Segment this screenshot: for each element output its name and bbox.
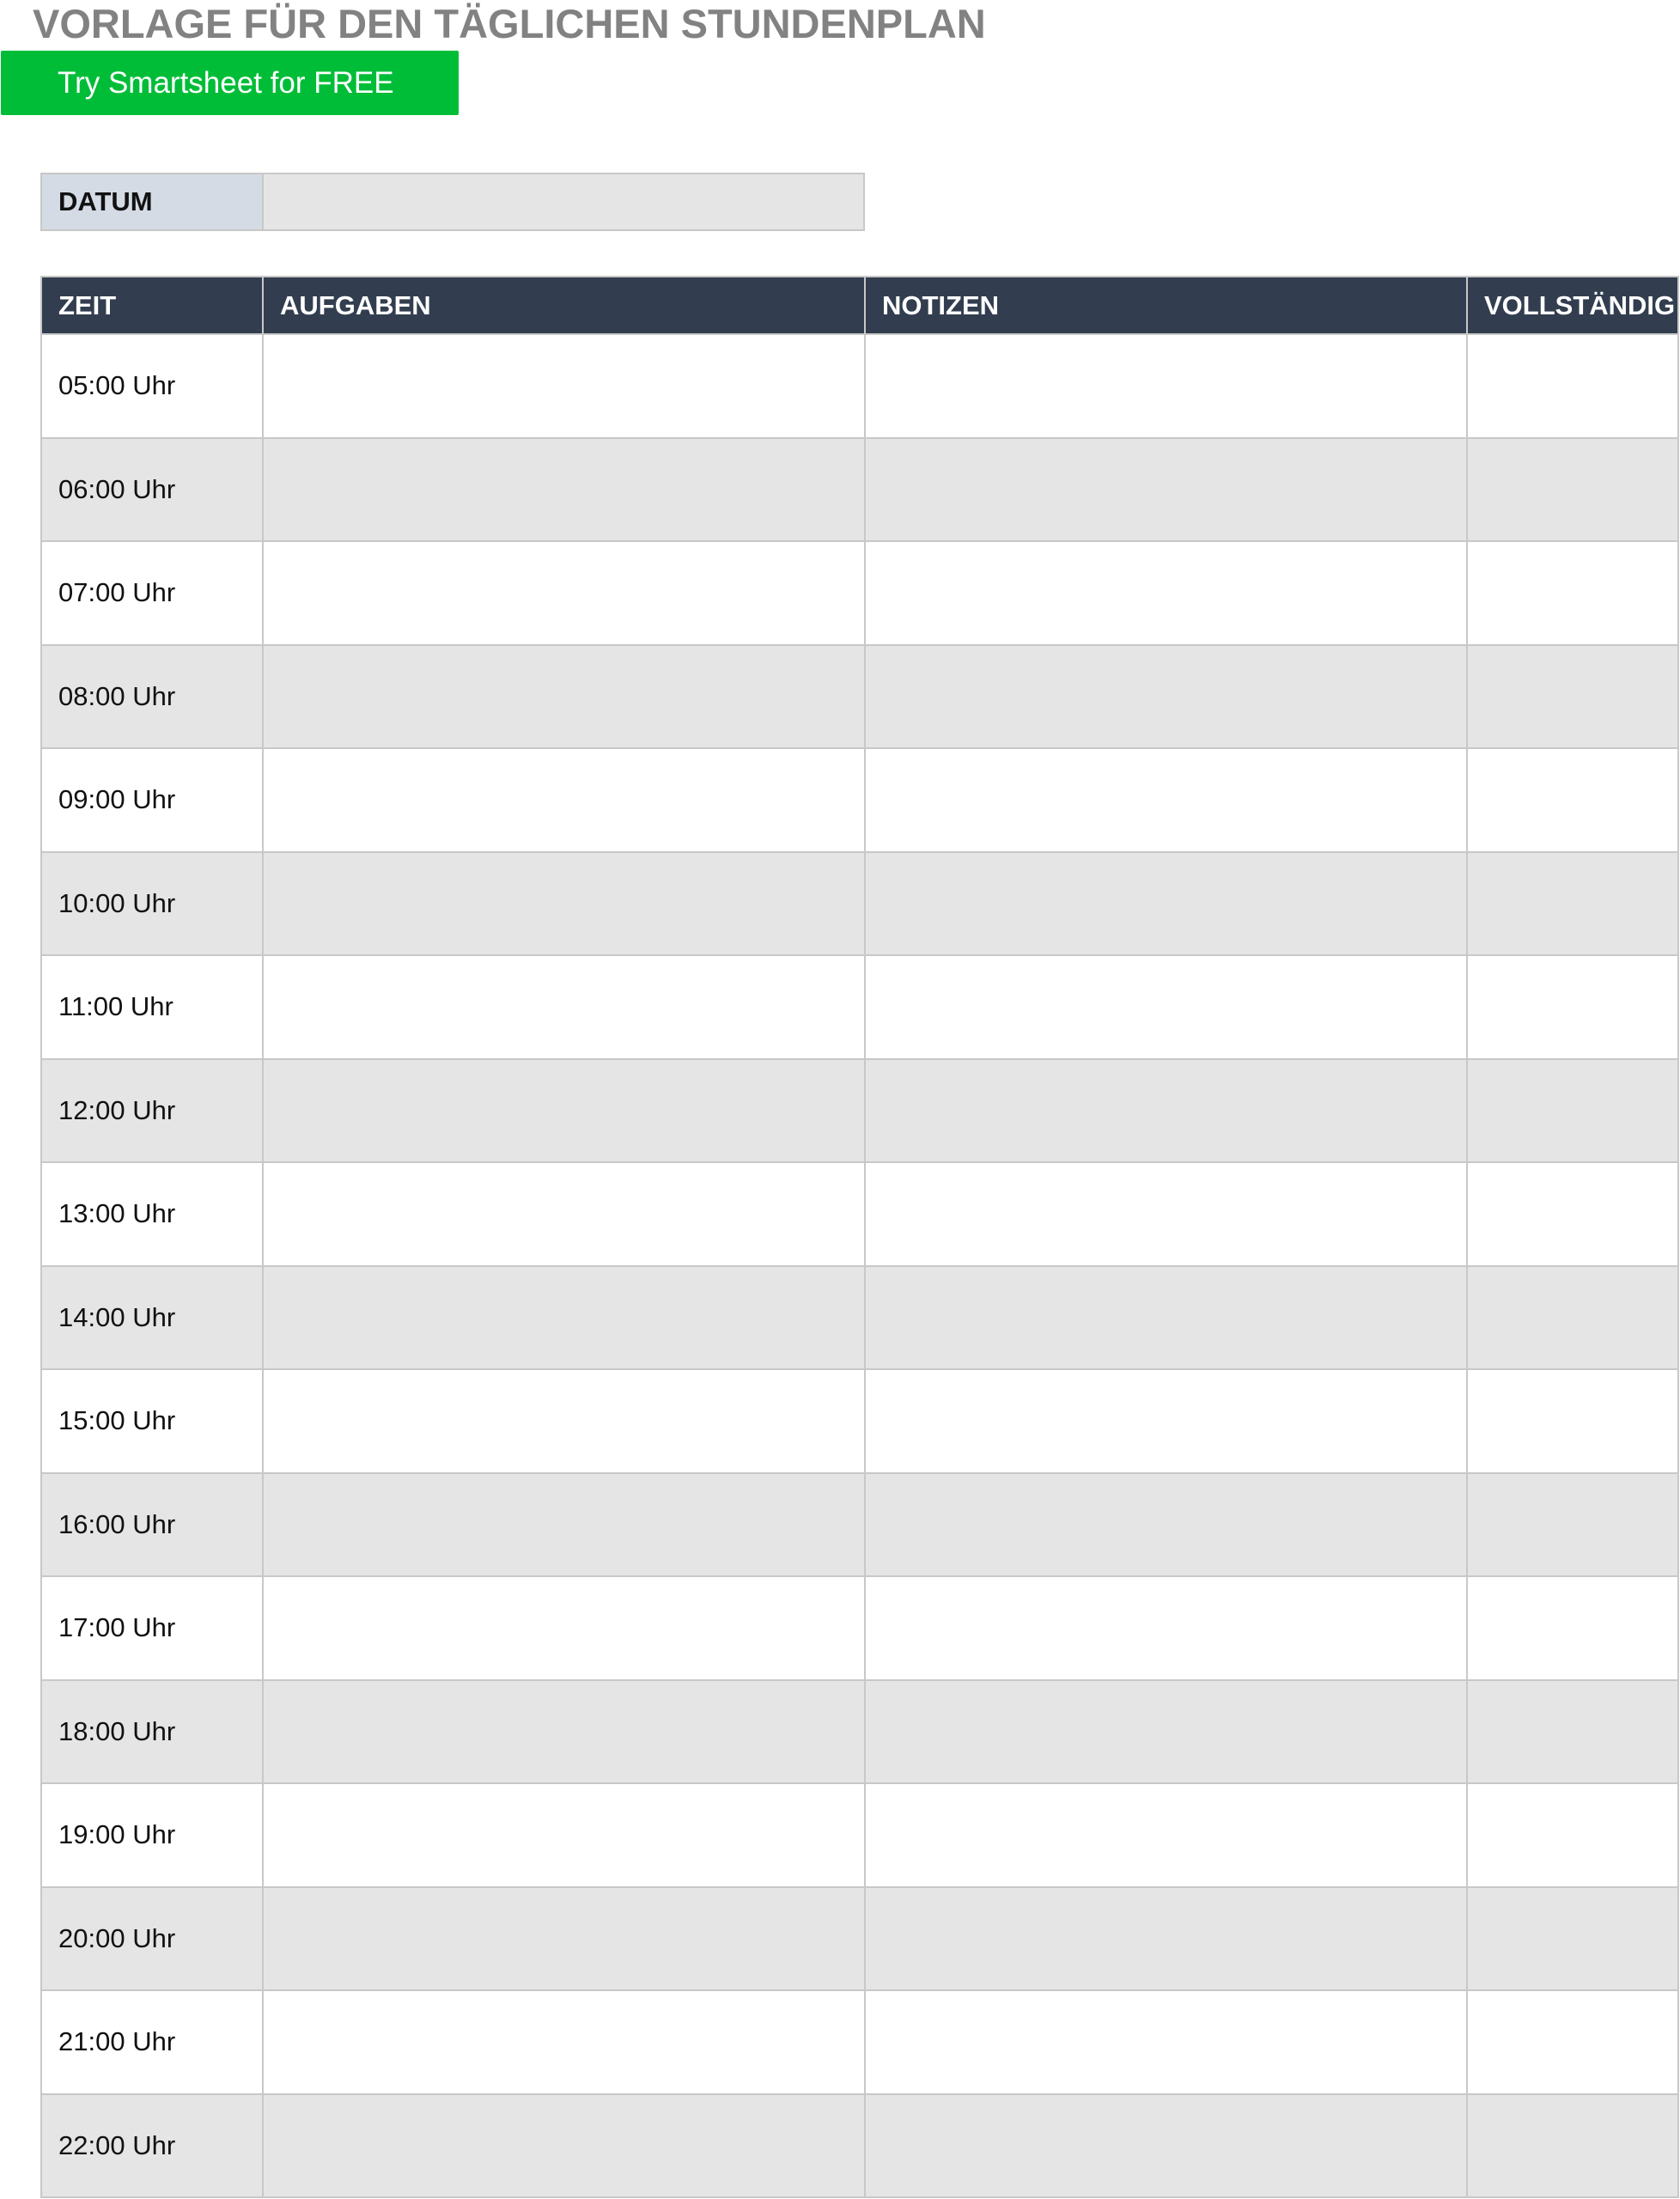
notes-cell[interactable] <box>865 955 1467 1059</box>
notes-cell[interactable] <box>865 748 1467 852</box>
time-cell: 14:00 Uhr <box>41 1266 263 1370</box>
table-row <box>41 1162 1678 1266</box>
tasks-cell[interactable] <box>263 1369 865 1473</box>
notes-cell[interactable] <box>865 852 1467 956</box>
header-tasks: AUFGABEN <box>263 277 865 334</box>
date-row <box>41 174 864 230</box>
tasks-cell[interactable] <box>263 955 865 1059</box>
tasks-cell[interactable] <box>263 852 865 956</box>
notes-cell[interactable] <box>865 1680 1467 1784</box>
tasks-cell[interactable] <box>263 1576 865 1680</box>
complete-cell[interactable] <box>1467 1783 1678 1887</box>
complete-cell[interactable] <box>1467 1369 1678 1473</box>
try-smartsheet-button[interactable]: Try Smartsheet for FREE <box>1 51 459 115</box>
complete-cell[interactable] <box>1467 438 1678 542</box>
tasks-cell[interactable] <box>263 1266 865 1370</box>
time-cell: 18:00 Uhr <box>41 1680 263 1784</box>
notes-cell[interactable] <box>865 1162 1467 1266</box>
complete-cell[interactable] <box>1467 1990 1678 2094</box>
table-row <box>41 748 1678 852</box>
complete-cell[interactable] <box>1467 955 1678 1059</box>
time-cell: 22:00 Uhr <box>41 2094 263 2198</box>
table-row <box>41 438 1678 542</box>
schedule-body <box>41 334 1678 2197</box>
tasks-cell[interactable] <box>263 1887 865 1991</box>
complete-cell[interactable] <box>1467 1059 1678 1163</box>
table-row <box>41 852 1678 956</box>
tasks-cell[interactable] <box>263 1783 865 1887</box>
time-cell: 21:00 Uhr <box>41 1990 263 2094</box>
tasks-cell[interactable] <box>263 1990 865 2094</box>
table-row <box>41 541 1678 645</box>
page-title: VORLAGE FÜR DEN TÄGLICHEN STUNDENPLAN <box>33 1 986 46</box>
tasks-cell[interactable] <box>263 334 865 438</box>
time-cell: 13:00 Uhr <box>41 1162 263 1266</box>
schedule-table <box>40 276 1679 2198</box>
tasks-cell[interactable] <box>263 1059 865 1163</box>
tasks-cell[interactable] <box>263 645 865 749</box>
complete-cell[interactable] <box>1467 334 1678 438</box>
notes-cell[interactable] <box>865 645 1467 749</box>
complete-cell[interactable] <box>1467 1576 1678 1680</box>
table-row <box>41 2094 1678 2198</box>
tasks-cell[interactable] <box>263 1473 865 1577</box>
time-cell: 07:00 Uhr <box>41 541 263 645</box>
time-cell: 06:00 Uhr <box>41 438 263 542</box>
time-cell: 09:00 Uhr <box>41 748 263 852</box>
notes-cell[interactable] <box>865 2094 1467 2198</box>
notes-cell[interactable] <box>865 1783 1467 1887</box>
date-label: DATUM <box>41 174 263 230</box>
table-row <box>41 1990 1678 2094</box>
table-row <box>41 1887 1678 1991</box>
table-row <box>41 645 1678 749</box>
complete-cell[interactable] <box>1467 1680 1678 1784</box>
time-cell: 16:00 Uhr <box>41 1473 263 1577</box>
time-cell: 10:00 Uhr <box>41 852 263 956</box>
table-row <box>41 334 1678 438</box>
tasks-cell[interactable] <box>263 1680 865 1784</box>
tasks-cell[interactable] <box>263 1162 865 1266</box>
complete-cell[interactable] <box>1467 1162 1678 1266</box>
notes-cell[interactable] <box>865 1887 1467 1991</box>
notes-cell[interactable] <box>865 1059 1467 1163</box>
table-row <box>41 1473 1678 1577</box>
tasks-cell[interactable] <box>263 541 865 645</box>
notes-cell[interactable] <box>865 334 1467 438</box>
table-row <box>41 955 1678 1059</box>
table-row <box>41 1680 1678 1784</box>
complete-cell[interactable] <box>1467 645 1678 749</box>
table-row <box>41 1059 1678 1163</box>
header-notes: NOTIZEN <box>865 277 1467 334</box>
time-cell: 12:00 Uhr <box>41 1059 263 1163</box>
complete-cell[interactable] <box>1467 1473 1678 1577</box>
complete-cell[interactable] <box>1467 1887 1678 1991</box>
notes-cell[interactable] <box>865 541 1467 645</box>
notes-cell[interactable] <box>865 1990 1467 2094</box>
time-cell: 19:00 Uhr <box>41 1783 263 1887</box>
tasks-cell[interactable] <box>263 438 865 542</box>
notes-cell[interactable] <box>865 1369 1467 1473</box>
complete-cell[interactable] <box>1467 1266 1678 1370</box>
notes-cell[interactable] <box>865 1266 1467 1370</box>
notes-cell[interactable] <box>865 1473 1467 1577</box>
table-row <box>41 1576 1678 1680</box>
schedule-header-row <box>41 277 1678 334</box>
time-cell: 05:00 Uhr <box>41 334 263 438</box>
table-row <box>41 1783 1678 1887</box>
table-row <box>41 1266 1678 1370</box>
time-cell: 17:00 Uhr <box>41 1576 263 1680</box>
notes-cell[interactable] <box>865 1576 1467 1680</box>
header-complete: VOLLSTÄNDIG <box>1467 277 1678 334</box>
time-cell: 20:00 Uhr <box>41 1887 263 1991</box>
time-cell: 08:00 Uhr <box>41 645 263 749</box>
tasks-cell[interactable] <box>263 748 865 852</box>
complete-cell[interactable] <box>1467 2094 1678 2198</box>
header-time: ZEIT <box>41 277 263 334</box>
date-table <box>40 173 865 231</box>
complete-cell[interactable] <box>1467 852 1678 956</box>
tasks-cell[interactable] <box>263 2094 865 2198</box>
time-cell: 11:00 Uhr <box>41 955 263 1059</box>
notes-cell[interactable] <box>865 438 1467 542</box>
table-row <box>41 1369 1678 1473</box>
date-input-cell[interactable] <box>263 174 864 230</box>
complete-cell[interactable] <box>1467 541 1678 645</box>
complete-cell[interactable] <box>1467 748 1678 852</box>
time-cell: 15:00 Uhr <box>41 1369 263 1473</box>
